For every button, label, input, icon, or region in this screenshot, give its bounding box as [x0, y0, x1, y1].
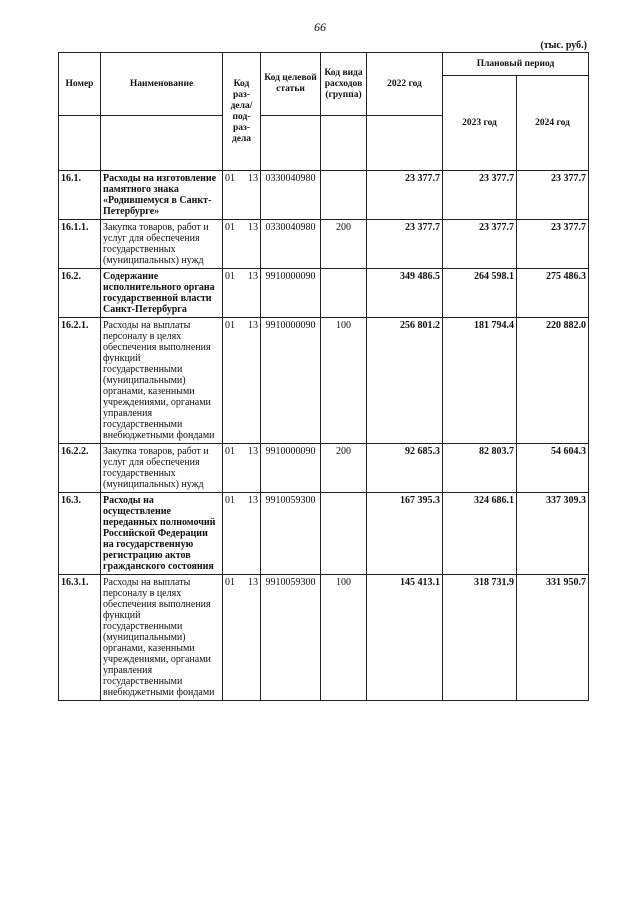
- table-row: [59, 171, 589, 220]
- row-name: Расходы на осуществление переданных полномочий Российской Федерации на государственную регистрацию актов гражданского состояния: [101, 493, 223, 575]
- row-section-code: [223, 444, 261, 493]
- header-expense-type-code: Код вида расходов (группа): [321, 53, 367, 116]
- row-target-code: 9910059300: [261, 575, 321, 701]
- row-amount-2023: 264 598.1: [443, 269, 517, 318]
- row-section: 01: [225, 495, 235, 506]
- row-expense-type: 200: [321, 444, 367, 493]
- row-number: 16.2.1.: [59, 318, 101, 444]
- row-target-code: 9910000090: [261, 269, 321, 318]
- row-expense-type: [321, 269, 367, 318]
- row-target-code: 0330040980: [261, 220, 321, 269]
- row-section: 01: [225, 173, 235, 184]
- row-section-code: [223, 575, 261, 701]
- row-number: 16.1.1.: [59, 220, 101, 269]
- row-section-code: [223, 220, 261, 269]
- row-amount-2022: 145 413.1: [367, 575, 443, 701]
- row-subsection: 13: [248, 271, 258, 282]
- table-row: [59, 493, 589, 575]
- row-amount-2022: 23 377.7: [367, 171, 443, 220]
- row-name: Содержание исполнительного органа государственной власти Санкт-Петербурга: [101, 269, 223, 318]
- row-number: 16.3.: [59, 493, 101, 575]
- row-section: 01: [225, 222, 235, 233]
- row-section: 01: [225, 271, 235, 282]
- row-subsection: 13: [248, 320, 258, 331]
- row-expense-type: 100: [321, 318, 367, 444]
- row-section: 01: [225, 446, 235, 457]
- row-expense-type: [321, 171, 367, 220]
- row-amount-2024: 331 950.7: [517, 575, 589, 701]
- row-amount-2023: 318 731.9: [443, 575, 517, 701]
- row-amount-2023: 324 686.1: [443, 493, 517, 575]
- row-number: 16.3.1.: [59, 575, 101, 701]
- row-subsection: 13: [248, 577, 258, 588]
- row-name: Расходы на выплаты персоналу в целях обеспечения выполнения функций государственными (муниципальными) органами, казенными учреждениями, органами управления государственными внебюджетными фондами: [101, 575, 223, 701]
- header-row: [59, 53, 589, 76]
- row-section: 01: [225, 577, 235, 588]
- row-expense-type: 100: [321, 575, 367, 701]
- header-plan-period: Плановый период: [443, 53, 589, 76]
- page-number: 66: [314, 20, 326, 34]
- row-amount-2024: 54 604.3: [517, 444, 589, 493]
- table-row: [59, 575, 589, 701]
- row-amount-2024: 23 377.7: [517, 171, 589, 220]
- row-name: Расходы на изготовление памятного знака «Родившемуся в Санкт-Петербурге»: [101, 171, 223, 220]
- row-amount-2023: 23 377.7: [443, 220, 517, 269]
- table-row: [59, 269, 589, 318]
- row-amount-2024: 337 309.3: [517, 493, 589, 575]
- row-subsection: 13: [248, 495, 258, 506]
- row-amount-2022: 167 395.3: [367, 493, 443, 575]
- table-row: [59, 444, 589, 493]
- row-section: 01: [225, 320, 235, 331]
- row-amount-2023: 23 377.7: [443, 171, 517, 220]
- header-number: Номер: [59, 53, 101, 116]
- header-name: Наименование: [101, 53, 223, 116]
- row-section-code: [223, 318, 261, 444]
- table-body: [59, 171, 589, 701]
- row-number: 16.2.2.: [59, 444, 101, 493]
- budget-table: [58, 52, 589, 701]
- row-section-code: [223, 171, 261, 220]
- row-expense-type: 200: [321, 220, 367, 269]
- row-number: 16.2.: [59, 269, 101, 318]
- row-amount-2023: 82 803.7: [443, 444, 517, 493]
- row-expense-type: [321, 493, 367, 575]
- row-amount-2022: 23 377.7: [367, 220, 443, 269]
- header-year-2023: 2023 год: [443, 76, 517, 171]
- row-subsection: 13: [248, 222, 258, 233]
- row-target-code: 9910000090: [261, 318, 321, 444]
- row-section-code: [223, 269, 261, 318]
- table-row: [59, 220, 589, 269]
- row-name: Закупка товаров, работ и услуг для обеспечения государственных (муниципальных) нужд: [101, 444, 223, 493]
- row-target-code: 9910000090: [261, 444, 321, 493]
- header-year-2024: 2024 год: [517, 76, 589, 171]
- row-subsection: 13: [248, 173, 258, 184]
- row-name: Расходы на выплаты персоналу в целях обеспечения выполнения функций государственными (муниципальными) органами, казенными учреждениями, органами управления государственными внебюджетными фондами: [101, 318, 223, 444]
- table-row: [59, 318, 589, 444]
- row-name: Закупка товаров, работ и услуг для обеспечения государственных (муниципальных) нужд: [101, 220, 223, 269]
- row-amount-2023: 181 794.4: [443, 318, 517, 444]
- row-amount-2022: 349 486.5: [367, 269, 443, 318]
- row-amount-2022: 92 685.3: [367, 444, 443, 493]
- row-target-code: 9910059300: [261, 493, 321, 575]
- header-target-code: Код целевой статьи: [261, 53, 321, 116]
- row-number: 16.1.: [59, 171, 101, 220]
- row-amount-2024: 220 882.0: [517, 318, 589, 444]
- row-subsection: 13: [248, 446, 258, 457]
- row-section-code: [223, 493, 261, 575]
- unit-note: (тыс. руб.): [540, 40, 587, 51]
- row-amount-2024: 23 377.7: [517, 220, 589, 269]
- header-section-code: Код раз-дела/ под-раз-дела: [223, 53, 261, 171]
- row-amount-2022: 256 801.2: [367, 318, 443, 444]
- header-year-2022: 2022 год: [367, 53, 443, 116]
- row-target-code: 0330040980: [261, 171, 321, 220]
- row-amount-2024: 275 486.3: [517, 269, 589, 318]
